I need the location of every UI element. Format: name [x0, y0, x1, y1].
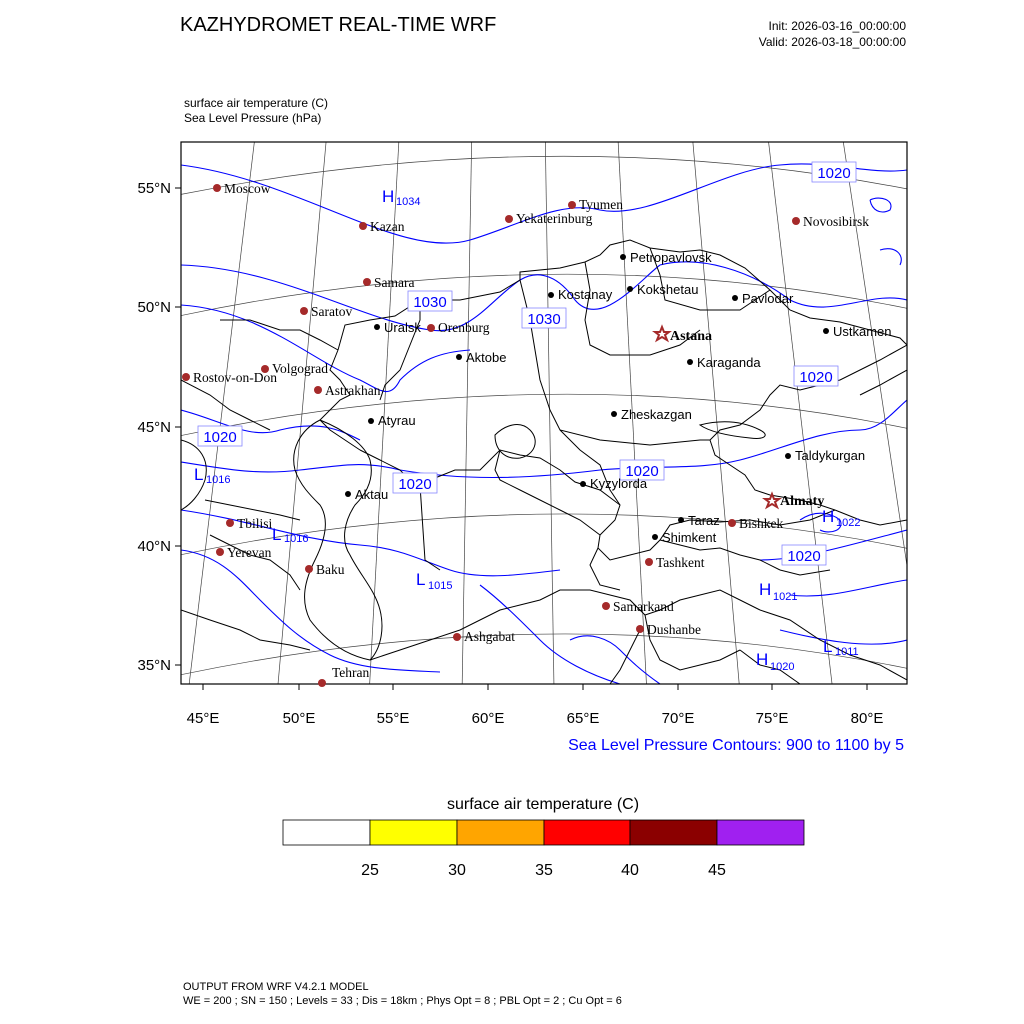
city-label-tehran: Tehran: [332, 665, 370, 680]
city-label-kokshetau: Kokshetau: [637, 282, 699, 297]
lon-tick: 65°E: [566, 710, 600, 727]
city-marker: [359, 222, 367, 230]
city-label-karaganda: Karaganda: [697, 355, 761, 370]
high-pressure-letter: H: [822, 507, 835, 526]
city-label-volgograd: Volgograd: [272, 361, 328, 376]
colorbar-bin: [283, 820, 370, 845]
city-marker: [792, 217, 800, 225]
city-label-tbilisi: Tbilisi: [237, 516, 273, 531]
city-marker: [687, 359, 693, 365]
lat-tick: 35°N: [137, 657, 171, 674]
capital-star-icon: [655, 327, 669, 340]
city-marker: [785, 453, 791, 459]
city-marker: [636, 625, 644, 633]
isobar-label: 1030: [527, 311, 561, 328]
city-label-baku: Baku: [316, 562, 345, 577]
contour-note: Sea Level Pressure Contours: 900 to 1100 by 5: [568, 737, 904, 754]
city-marker: [732, 295, 738, 301]
lat-tick: 55°N: [137, 180, 171, 197]
city-label-taraz: Taraz: [688, 513, 720, 528]
isobar-label: 1020: [817, 165, 851, 182]
city-label-saratov: Saratov: [311, 304, 353, 319]
city-label-ashgabat: Ashgabat: [464, 629, 515, 644]
low-pressure-letter: L: [272, 525, 282, 544]
lon-tick: 60°E: [471, 710, 505, 727]
lon-tick: 50°E: [282, 710, 316, 727]
city-label-kazan: Kazan: [370, 219, 405, 234]
city-label-pavlodar: Pavlodar: [742, 291, 794, 306]
city-marker: [374, 324, 380, 330]
colorbar-bin: [457, 820, 544, 845]
city-marker: [314, 386, 322, 394]
city-label-orenburg: Orenburg: [438, 320, 490, 335]
pressure-value: 1011: [835, 646, 859, 658]
colorbar-tick: 45: [708, 862, 726, 879]
city-marker: [300, 307, 308, 315]
high-pressure-letter: H: [382, 187, 395, 206]
city-marker: [213, 184, 221, 192]
isobars: [181, 164, 907, 684]
chart-title: KAZHYDROMET REAL-TIME WRF: [180, 14, 497, 36]
city-marker: [363, 278, 371, 286]
city-marker: [182, 373, 190, 381]
colorbar-tick: 25: [361, 862, 379, 879]
high-pressure-letter: H: [759, 580, 772, 599]
lat-tick: 50°N: [137, 299, 171, 316]
city-marker: [216, 548, 224, 556]
city-label-dushanbe: Dushanbe: [647, 622, 701, 637]
pressure-value: 1016: [284, 533, 309, 545]
low-pressure-letter: L: [823, 637, 833, 656]
high-pressure-letter: H: [756, 650, 769, 669]
colorbar: [283, 820, 804, 845]
isobar-label: 1020: [203, 429, 237, 446]
lat-tick: 40°N: [137, 538, 171, 555]
city-marker: [548, 292, 554, 298]
city-label-astrakhan: Astrakhan: [325, 383, 381, 398]
city-marker: [505, 215, 513, 223]
pressure-value: 1016: [206, 474, 231, 486]
isobar-label: 1030: [413, 294, 447, 311]
city-marker: [368, 418, 374, 424]
low-pressure-letter: L: [416, 570, 426, 589]
city-marker: [602, 602, 610, 610]
lon-tick: 55°E: [376, 710, 410, 727]
low-pressure-letter: L: [194, 465, 204, 484]
lon-tick: 45°E: [186, 710, 220, 727]
city-label-tyumen: Tyumen: [579, 197, 624, 212]
city-marker: [456, 354, 462, 360]
city-label-aktau: Aktau: [355, 487, 389, 502]
colorbar-bin: [370, 820, 457, 845]
isobar-label: 1020: [398, 476, 432, 493]
city-marker: [580, 481, 586, 487]
colorbar-bin: [717, 820, 804, 845]
isobar-label: 1020: [799, 369, 833, 386]
city-marker: [645, 558, 653, 566]
pressure-value: 1015: [428, 580, 453, 592]
lat-tick: 45°N: [137, 419, 171, 436]
city-marker: [345, 491, 351, 497]
city-label-kostanay: Kostanay: [558, 287, 613, 302]
city-marker: [611, 411, 617, 417]
isobar-label: 1020: [787, 548, 821, 565]
valid-time: Valid: 2026-03-18_00:00:00: [758, 35, 906, 49]
field-temperature-label: surface air temperature (C): [184, 96, 329, 110]
city-label-ustkamen: Ustkamen: [833, 324, 892, 339]
cities: [182, 181, 892, 687]
city-label-astana: Astana: [670, 329, 713, 344]
city-marker: [226, 519, 234, 527]
city-marker: [318, 679, 326, 687]
city-label-novosibirsk: Novosibirsk: [803, 214, 870, 229]
city-label-rostov: Rostov-on-Don: [193, 370, 277, 385]
city-label-almaty: Almaty: [780, 494, 825, 509]
colorbar-tick: 40: [621, 862, 639, 879]
city-label-atyrau: Atyrau: [378, 413, 416, 428]
colorbar-title: surface air temperature (C): [446, 796, 640, 813]
field-pressure-label: Sea Level Pressure (hPa): [184, 111, 322, 125]
city-label-samarkand: Samarkand: [613, 599, 674, 614]
city-marker: [620, 254, 626, 260]
city-marker: [728, 519, 736, 527]
city-label-zheskazgan: Zheskazgan: [621, 407, 692, 422]
city-label-taldykurgan: Taldykurgan: [795, 448, 866, 463]
city-marker: [678, 517, 684, 523]
lon-tick: 70°E: [661, 710, 695, 727]
city-marker: [453, 633, 461, 641]
city-label-petropavlovsk: Petropavlovsk: [630, 250, 712, 265]
city-marker: [627, 286, 633, 292]
pressure-value: 1020: [770, 661, 795, 673]
city-label-yekaterinburg: Yekaterinburg: [516, 211, 593, 226]
lon-tick: 80°E: [850, 710, 884, 727]
init-time: Init: 2026-03-16_00:00:00: [768, 19, 906, 33]
footer-model: OUTPUT FROM WRF V4.2.1 MODEL: [183, 981, 369, 993]
city-label-uralsk: Uralsk: [384, 320, 421, 335]
city-label-shimkent: Shimkent: [662, 530, 717, 545]
pressure-value: 1021: [773, 591, 798, 603]
city-label-aktobe: Aktobe: [466, 350, 507, 365]
city-marker: [823, 328, 829, 334]
city-marker: [568, 201, 576, 209]
city-marker: [427, 324, 435, 332]
city-label-yerevan: Yerevan: [227, 545, 272, 560]
colorbar-tick: 30: [448, 862, 466, 879]
pressure-value: 1022: [836, 517, 861, 529]
pressure-value: 1034: [396, 196, 421, 208]
isobar-label: 1020: [625, 463, 659, 480]
city-label-tashkent: Tashkent: [656, 555, 705, 570]
colorbar-bin: [630, 820, 717, 845]
footer-config: WE = 200 ; SN = 150 ; Levels = 33 ; Dis = 18km ; Phys Opt = 8 ; PBL Opt = 2 ; Cu Opt = 6: [183, 995, 622, 1007]
colorbar-bin: [544, 820, 630, 845]
city-label-kyzylorda: Kyzylorda: [590, 476, 648, 491]
city-marker: [305, 565, 313, 573]
colorbar-tick: 35: [535, 862, 553, 879]
city-label-samara: Samara: [374, 275, 415, 290]
lon-tick: 75°E: [755, 710, 789, 727]
city-marker: [652, 534, 658, 540]
city-label-moscow: Moscow: [224, 181, 271, 196]
city-label-bishkek: Bishkek: [739, 516, 784, 531]
